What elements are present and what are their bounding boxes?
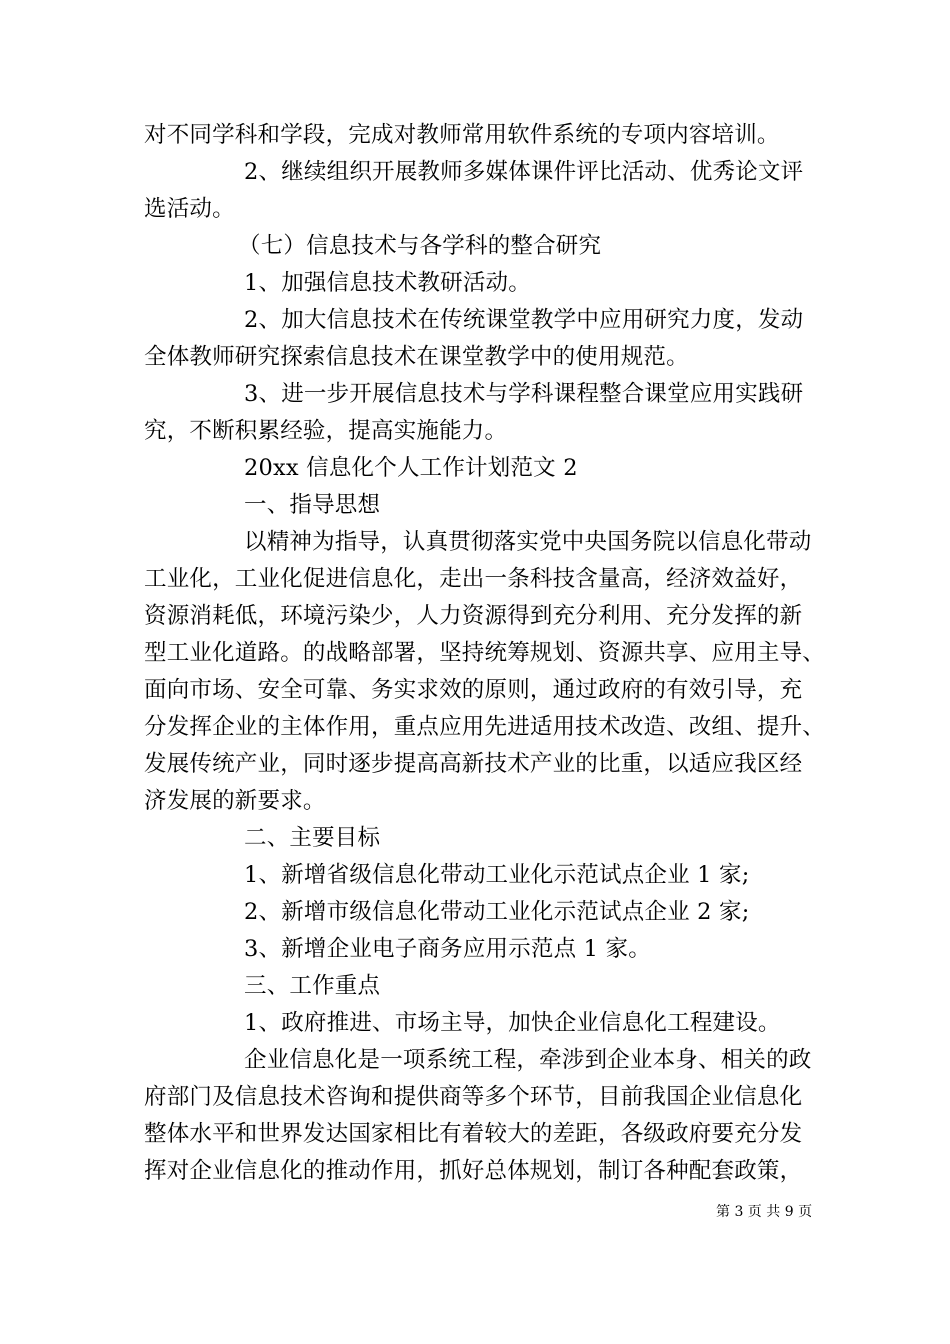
section-heading: 一、指导思想 xyxy=(244,492,381,518)
body-text-line: 究，不断积累经验，提高实施能力。 xyxy=(144,418,508,444)
body-text-line: 1、加强信息技术教研活动。 xyxy=(244,270,531,296)
body-text-line: 型工业化道路。的战略部署，坚持统筹规划、资源共享、应用主导、 xyxy=(144,640,826,666)
body-text-line: 2、继续组织开展教师多媒体课件评比活动、优秀论文评 xyxy=(244,159,804,185)
body-text-line: 挥对企业信息化的推动作用，抓好总体规划，制订各种配套政策， xyxy=(144,1158,803,1184)
document-title: 20xx 信息化个人工作计划范文 2 xyxy=(244,455,578,481)
list-item: 1、新增省级信息化带动工业化示范试点企业 1 家; xyxy=(244,862,750,888)
body-text-line: 对不同学科和学段，完成对教师常用软件系统的专项内容培训。 xyxy=(144,122,780,148)
body-text-line: 府部门及信息技术咨询和提供商等多个环节，目前我国企业信息化 xyxy=(144,1084,803,1110)
body-text-line: 2、加大信息技术在传统课堂教学中应用研究力度，发动 xyxy=(244,307,804,333)
body-text-line: 3、进一步开展信息技术与学科课程整合课堂应用实践研 xyxy=(244,381,804,407)
body-text-line: 以精神为指导，认真贯彻落实党中央国务院以信息化带动 xyxy=(244,529,812,555)
body-text-line: 分发挥企业的主体作用，重点应用先进适用技术改造、改组、提升、 xyxy=(144,714,826,740)
body-text-line: 整体水平和世界发达国家相比有着较大的差距，各级政府要充分发 xyxy=(144,1121,803,1147)
section-heading: （七）信息技术与各学科的整合研究 xyxy=(238,233,602,259)
section-heading: 二、主要目标 xyxy=(244,825,381,851)
list-item: 3、新增企业电子商务应用示范点 1 家。 xyxy=(244,936,651,962)
body-text-line: 全体教师研究探索信息技术在课堂教学中的使用规范。 xyxy=(144,344,689,370)
section-heading: 三、工作重点 xyxy=(244,973,381,999)
body-text-line: 选活动。 xyxy=(144,196,235,222)
body-text-line: 面向市场、安全可靠、务实求效的原则，通过政府的有效引导，充 xyxy=(144,677,803,703)
list-item: 1、政府推进、市场主导，加快企业信息化工程建设。 xyxy=(244,1010,781,1036)
body-text-line: 发展传统产业，同时逐步提高高新技术产业的比重，以适应我区经 xyxy=(144,751,803,777)
body-text-line: 济发展的新要求。 xyxy=(144,788,326,814)
page-number-footer: 第 3 页 共 9 页 xyxy=(716,1204,813,1220)
body-text-line: 资源消耗低，环境污染少，人力资源得到充分利用、充分发挥的新 xyxy=(144,603,803,629)
body-text-line: 工业化，工业化促进信息化，走出一条科技含量高，经济效益好， xyxy=(144,566,803,592)
list-item: 2、新增市级信息化带动工业化示范试点企业 2 家; xyxy=(244,899,750,925)
body-text-line: 企业信息化是一项系统工程，牵涉到企业本身、相关的政 xyxy=(244,1047,812,1073)
